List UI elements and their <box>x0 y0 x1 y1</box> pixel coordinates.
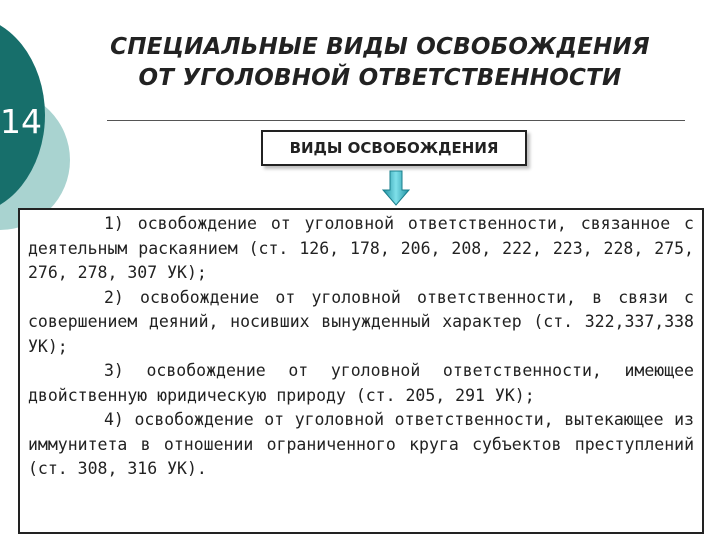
list-item-2: 2) освобождение от уголовной ответственности, в связи с совершением деяний, носивших вынужденный характер (ст. 322,337,338 УК); <box>28 287 694 356</box>
types-label: ВИДЫ ОСВОБОЖДЕНИЯ <box>289 139 499 157</box>
list-item-3: 3) освобождение от уголовной ответственности, имеющее двойственную юридическую природу (ст. 205, 291 УК); <box>28 361 694 405</box>
list-item-1: 1) освобождение от уголовной ответственности, связанное с деятельным раскаянием (ст. 126, 178, 206, 208, 222, 223, 228, 275, 276, 278, 307 УК); <box>28 214 694 282</box>
slide-title <box>60 32 700 94</box>
content-box <box>18 208 704 534</box>
slide-number: 14 <box>0 102 42 141</box>
arrow-down-icon <box>382 170 410 206</box>
title-divider <box>107 120 685 121</box>
title-line-2: ОТ УГОЛОВНОЙ ОТВЕТСТВЕННОСТИ <box>138 65 622 91</box>
types-label-box <box>261 130 527 166</box>
list-item-4: 4) освобождение от уголовной ответственности, вытекающее из иммунитета в отношении ограниченного круга субъектов преступлений (ст. 308, 316 УК). <box>28 410 694 478</box>
title-line-1: СПЕЦИАЛЬНЫЕ ВИДЫ ОСВОБОЖДЕНИЯ <box>110 34 650 60</box>
